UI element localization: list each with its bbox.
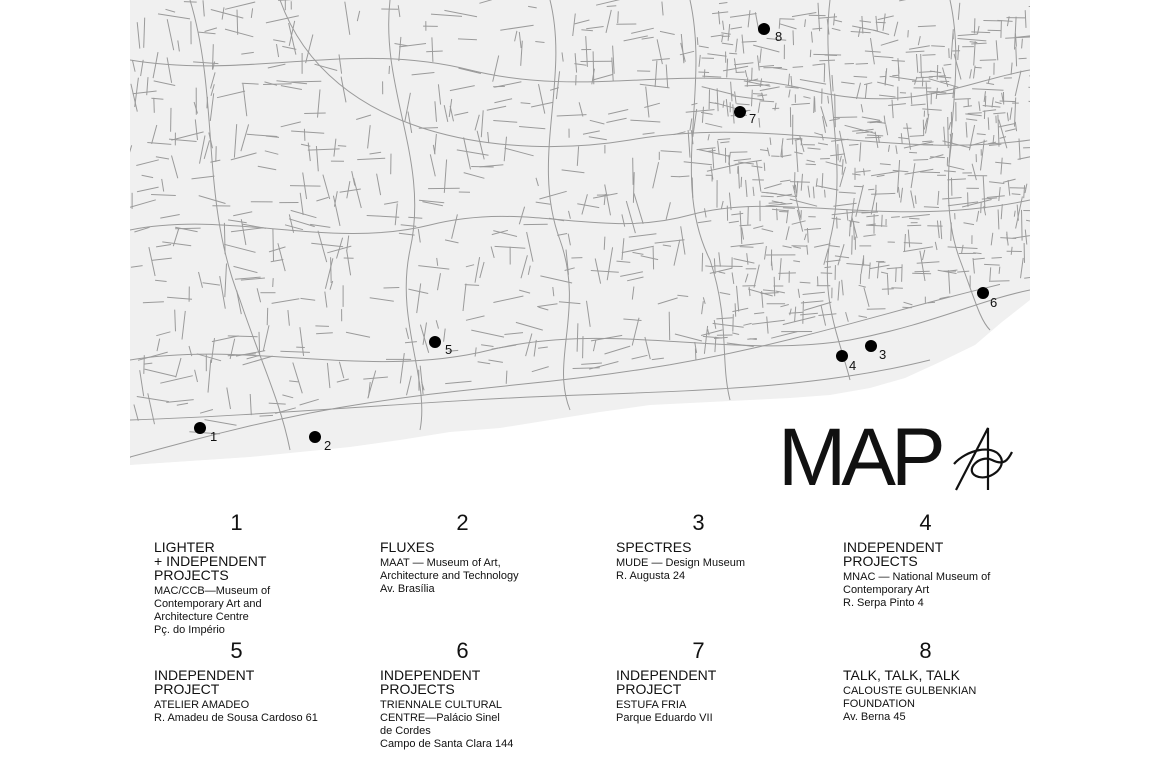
legend-entry-7 <box>592 638 819 751</box>
map-pin-label: 5 <box>445 342 453 357</box>
legend-number: 3 <box>692 510 705 535</box>
legend-description: MUDE — Design Museum R. Augusta 24 <box>616 557 745 582</box>
legend-entry-8 <box>819 638 1045 751</box>
legend-description: ESTUFA FRIA Parque Eduardo VII <box>616 699 713 724</box>
legend-title: TALK, TALK, TALK <box>843 667 960 683</box>
legend-number: 4 <box>919 510 932 535</box>
legend-title: FLUXES <box>380 539 435 555</box>
legend-entry-4 <box>819 510 1045 638</box>
map-pin-label: 3 <box>879 347 887 362</box>
legend-number: 8 <box>919 638 932 663</box>
legend-description: MNAC — National Museum of Contemporary Art R. Serpa Pinto 4 <box>843 571 991 609</box>
legend-entry-6 <box>356 638 592 751</box>
map-pin-label: 6 <box>990 295 998 310</box>
legend-entry-5 <box>130 638 356 751</box>
street-map-canvas[interactable] <box>130 0 1030 465</box>
legend-title: INDEPENDENT PROJECTS <box>380 667 481 697</box>
map-pin-label: 8 <box>775 29 783 44</box>
legend-number: 7 <box>692 638 705 663</box>
map-pin-label: 4 <box>849 358 857 373</box>
legend-description: MAAT — Museum of Art, Architecture and Technology Av. Brasília <box>380 557 519 595</box>
scribble-a-icon <box>952 424 1014 494</box>
legend-number: 2 <box>456 510 469 535</box>
legend-row <box>130 510 1050 638</box>
map-pin-label: 1 <box>210 429 218 444</box>
legend-entry-2 <box>356 510 592 638</box>
legend-number: 5 <box>230 638 243 663</box>
legend-title: LIGHTER + INDEPENDENT PROJECTS <box>154 539 267 583</box>
map-heading <box>778 412 1018 503</box>
legend-description: TRIENNALE CULTURAL CENTRE—Palácio Sinel de Cordes Campo de Santa Clara 144 <box>380 699 514 750</box>
map-pin-label: 2 <box>324 438 332 453</box>
legend-number: 6 <box>456 638 469 663</box>
legend-number: 1 <box>230 510 243 535</box>
legend-row <box>130 638 1050 751</box>
map-pin-label: 7 <box>749 111 757 126</box>
map-title: MAP <box>778 412 941 503</box>
legend-description: CALOUSTE GULBENKIAN FOUNDATION Av. Berna 45 <box>843 685 977 723</box>
legend-title: INDEPENDENT PROJECTS <box>843 539 944 569</box>
legend-title: SPECTRES <box>616 539 692 555</box>
legend-title: INDEPENDENT PROJECT <box>616 667 717 697</box>
legend-description: MAC/CCB—Museum of Contemporary Art and Architecture Centre Pç. do Império <box>154 585 271 636</box>
legend-entry-1 <box>130 510 356 638</box>
legend-title: INDEPENDENT PROJECT <box>154 667 255 697</box>
legend-description: ATELIER AMADEO R. Amadeu de Sousa Cardoso 61 <box>154 699 318 724</box>
legend <box>130 510 1050 751</box>
city-map[interactable] <box>130 0 1030 465</box>
legend-entry-3 <box>592 510 819 638</box>
